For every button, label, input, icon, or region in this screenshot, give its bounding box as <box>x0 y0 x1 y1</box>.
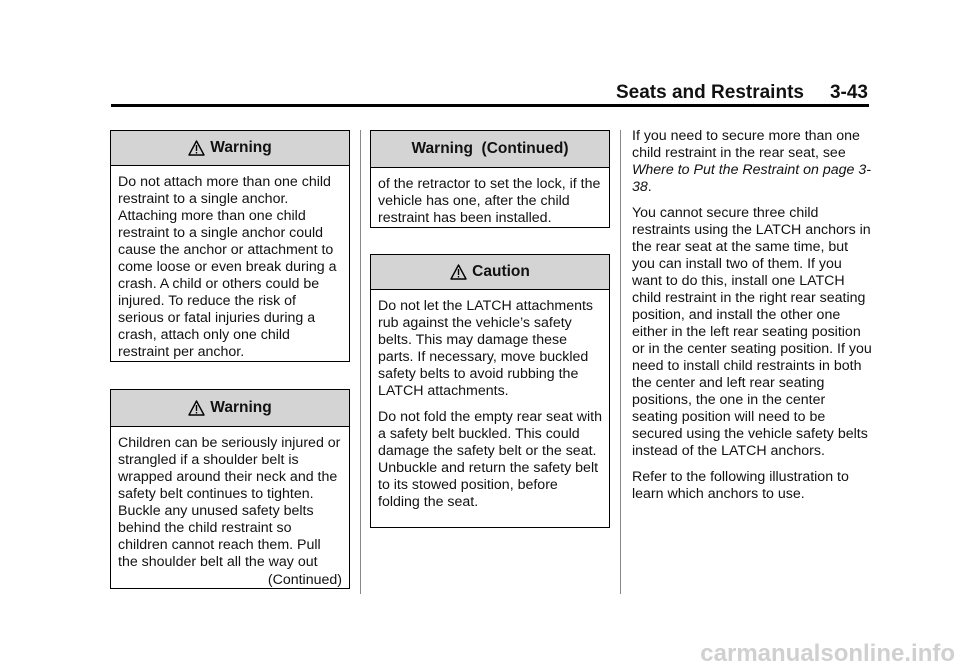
warning-box-1-text: Do not attach more than one child restraint to a single anchor. Attaching more than one child restraint to a single anchor could cause the anchor or attachment to come loose or even break during a crash. A child or others could be injured. To reduce the risk of serious or fatal injuries during a crash, attach only one child restraint per anchor. <box>118 174 337 360</box>
warning-box-continued-text: of the retractor to set the lock, if the vehicle has one, after the child restraint has been installed. <box>378 176 601 226</box>
warning-box-continued-body <box>371 168 609 235</box>
warning-box-2-title: Warning <box>210 399 272 416</box>
caution-para-1: Do not let the LATCH attachments rub against the vehicle’s safety belts. This may damage these parts. If necessary, move buckled safety belts to avoid rubbing the LATCH attachments. <box>378 298 594 399</box>
caution-box-header <box>371 255 609 290</box>
header-rule <box>111 104 869 107</box>
warning-triangle-icon <box>188 140 205 156</box>
warning-box-continued-title: Warning (Continued) <box>411 140 569 157</box>
warning-box-1 <box>110 130 350 362</box>
caution-para-2: Do not fold the empty rear seat with a safety belt buckled. This could damage the safety belt or the seat. Unbuckle and return the safety belt to its stowed position, before folding the seat. <box>378 409 602 510</box>
cross-reference-link[interactable]: Where to Put the Restraint on page 3-38 <box>632 162 871 195</box>
warning-triangle-icon <box>188 400 205 416</box>
warning-box-1-title: Warning <box>210 139 272 156</box>
body-para-3: Refer to the following illustration to learn which anchors to use. <box>632 469 849 502</box>
caution-box-title: Caution <box>472 263 530 280</box>
warning-box-2-body <box>111 427 349 597</box>
warning-box-1-header <box>111 131 349 166</box>
caution-box <box>370 254 610 528</box>
warning-triangle-icon <box>450 264 467 280</box>
caution-box-body <box>371 290 609 519</box>
page-header <box>0 82 868 104</box>
page-number: 3-43 <box>829 82 868 103</box>
column-divider-2 <box>620 130 621 594</box>
continued-label: (Continued) <box>267 572 342 588</box>
warning-box-1-body <box>111 166 349 369</box>
body-text-column <box>632 128 872 512</box>
warning-box-2-header <box>111 390 349 427</box>
body-para-1-end: . <box>647 179 652 195</box>
column-divider-1 <box>360 130 361 594</box>
warning-box-2-text: Children can be seriously injured or strangled if a shoulder belt is wrapped around their neck and the safety belt continues to tighten. Buckle any unused safety belts behind the child restraint so children cannot reach them. Pull the shoulder belt all the way out <box>118 435 341 570</box>
warning-box-continued-header <box>371 131 609 168</box>
warning-box-continued <box>370 130 610 228</box>
body-para-1-text: If you need to secure more than one child restraint in the rear seat, see <box>632 128 860 161</box>
body-para-1 <box>632 128 872 196</box>
watermark: carmanualsonline.info <box>700 640 955 667</box>
section-title: Seats and Restraints <box>616 82 804 103</box>
body-para-2: You cannot secure three child restraints using the LATCH anchors in the rear seat at the same time, but you can install two of them. If you want to do this, install one LATCH child restraint in the right rear seating position, and install the other one either in the left rear seating position or in the center seating position. If you need to install child restraints in both the center and left rear seating positions, the one in the center seating position will need to be secured using the vehicle safety belts instead of the LATCH anchors. <box>632 205 872 459</box>
warning-box-2 <box>110 389 350 589</box>
